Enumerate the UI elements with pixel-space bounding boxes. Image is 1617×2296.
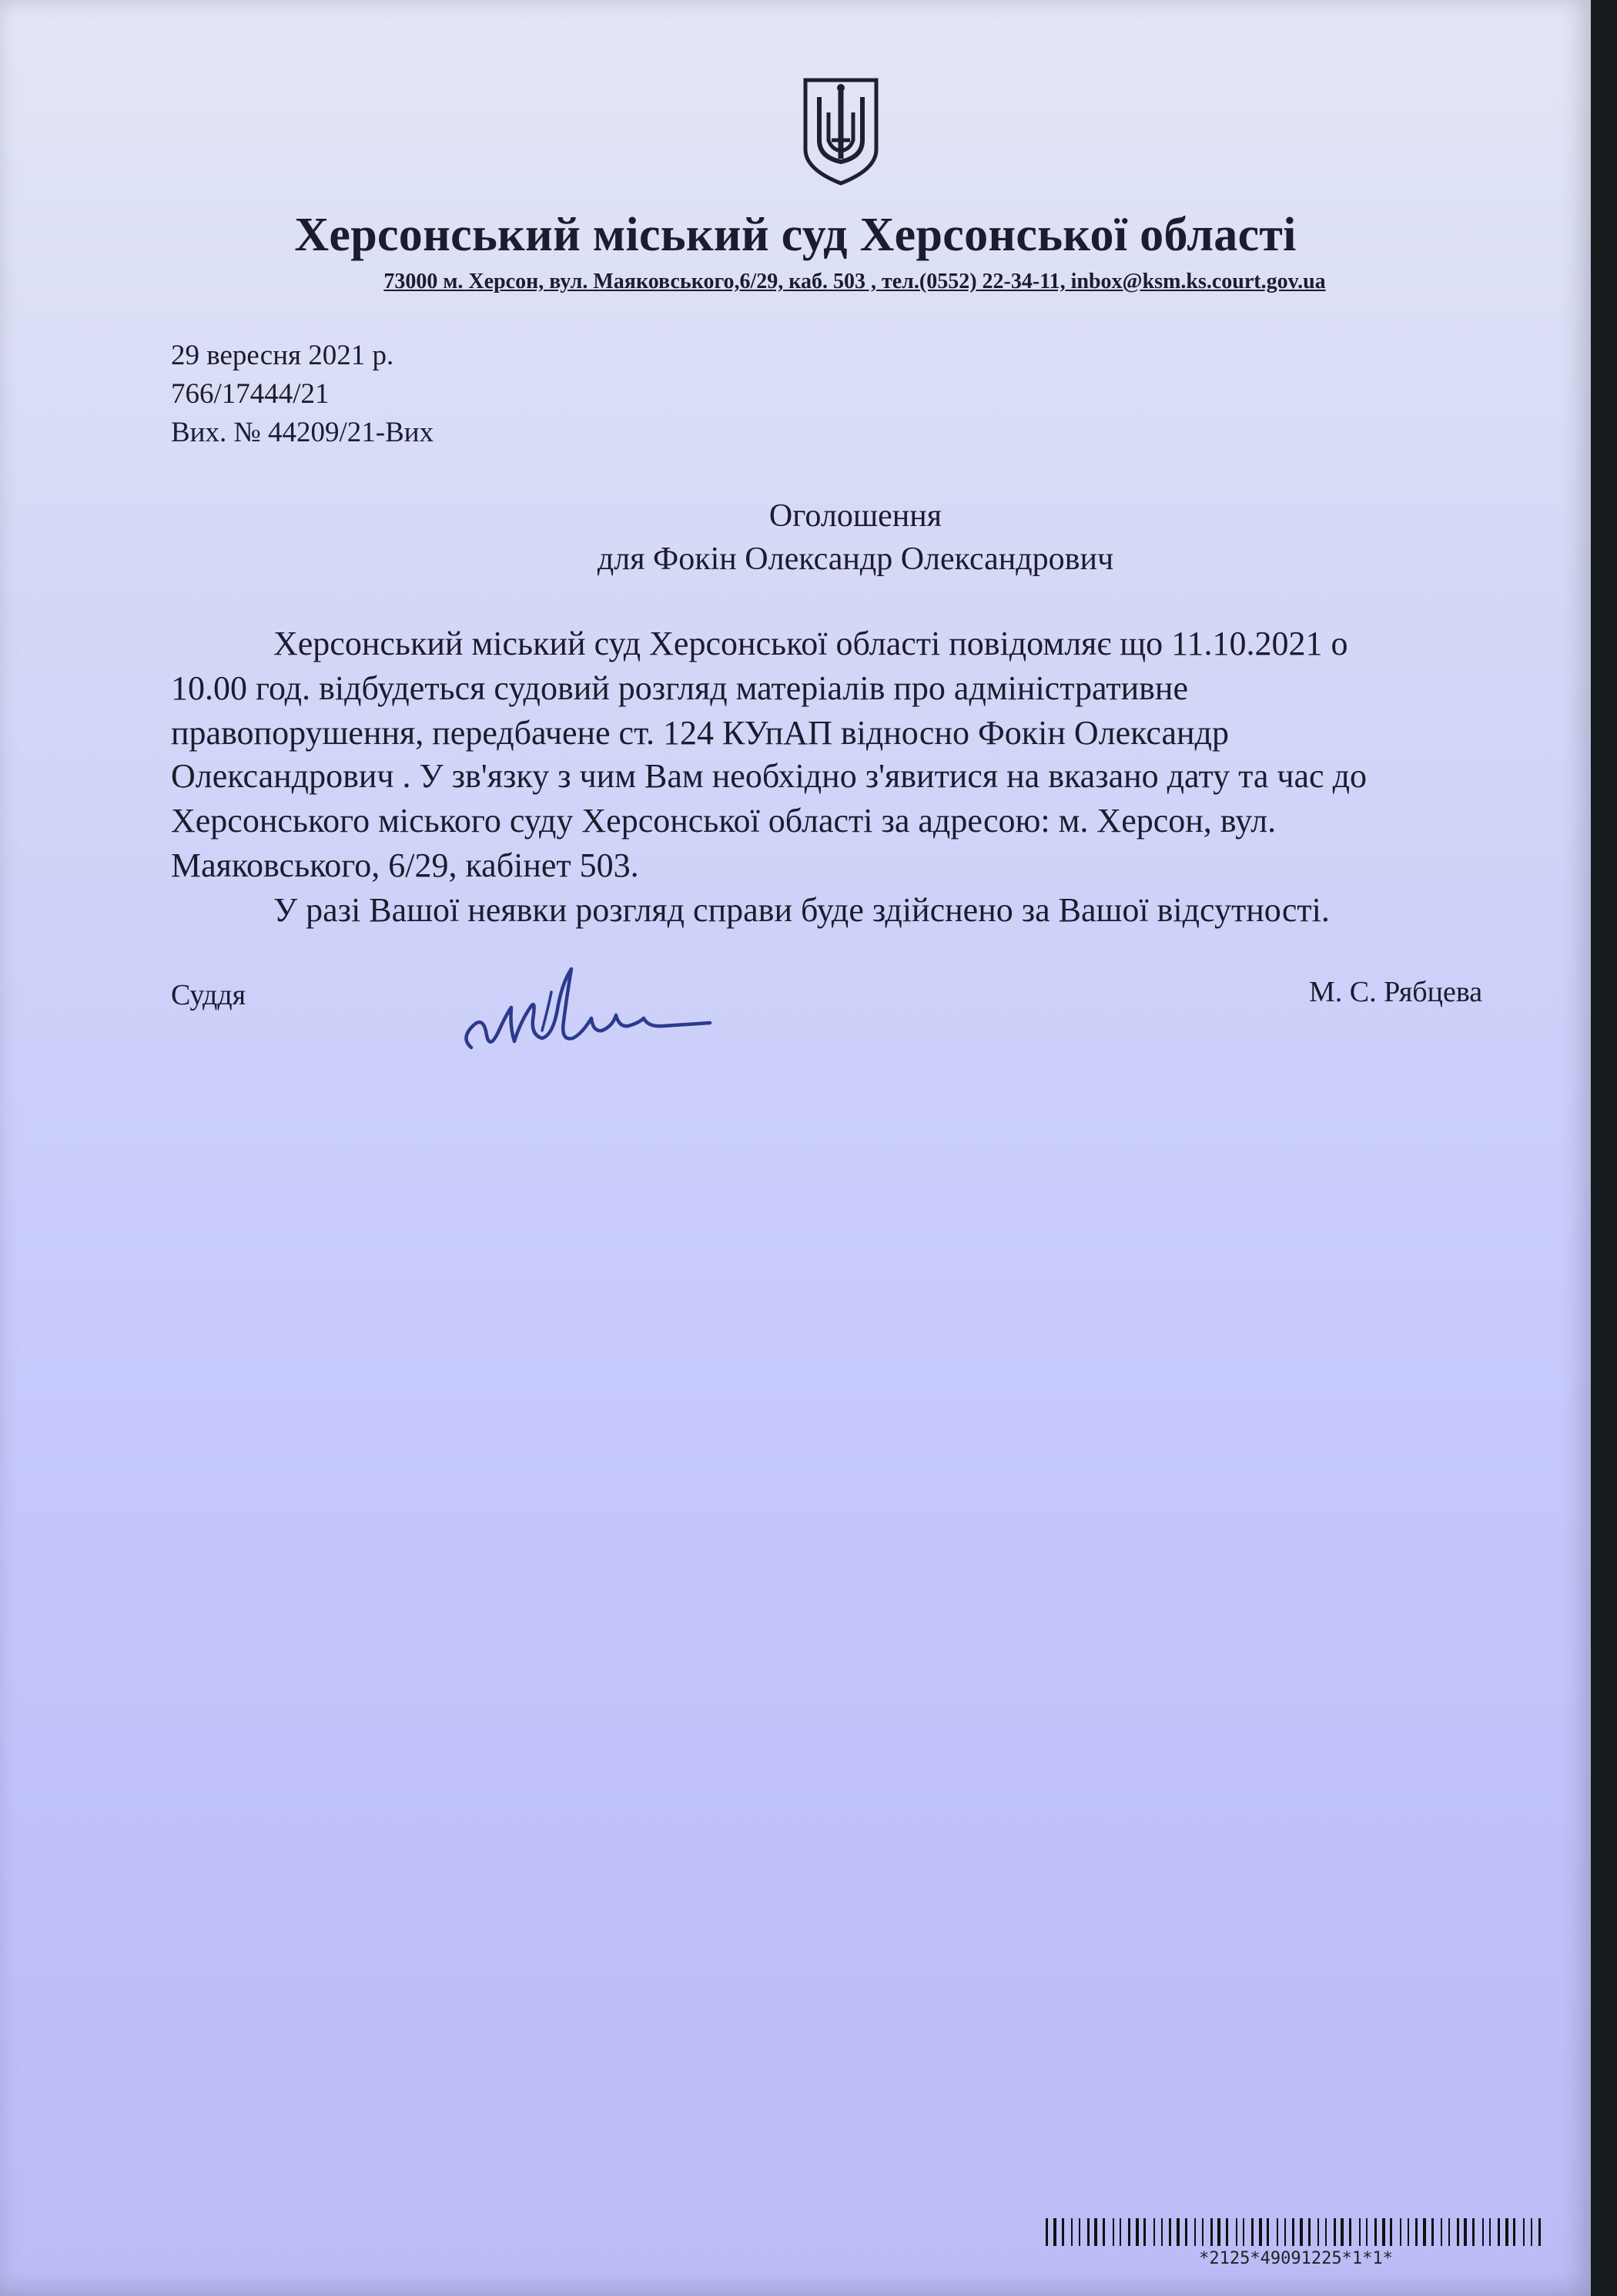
judge-role-label: Суддя: [171, 979, 246, 1011]
body-line: Олександрович . У зв'язку з чим Вам необхідно з'явитися на вказано дату та час до: [171, 757, 1367, 795]
handwritten-signature: [456, 961, 718, 1061]
barcode: [1046, 2218, 1546, 2246]
body-line: Херсонського міського суду Херсонської області за адресою: м. Херсон, вул.: [171, 802, 1277, 840]
body-line: правопорушення, передбачене ст. 124 КУпАП відносно Фокін Олександр: [171, 714, 1229, 752]
announcement-title: Оголошення: [768, 498, 942, 534]
barcode-caption: *2125*49091225*1*1*: [1199, 2249, 1393, 2268]
outgoing-number: Вих. № 44209/21-Вих: [171, 417, 434, 448]
body-line: 10.00 год. відбудеться судовий розгляд матеріалів про адміністративне: [171, 669, 1188, 707]
court-address-line: 73000 м. Херсон, вул. Маяковського,6/29, каб. 503 , тел.(0552) 22-34-11, inbox@ksm.ks.court.gov.ua: [383, 270, 1326, 293]
court-name-heading: Херсонський міський суд Херсонської області: [294, 209, 1297, 261]
document-date: 29 вересня 2021 р.: [171, 340, 394, 371]
announcement-recipient: для Фокін Олександр Олександрович: [597, 541, 1114, 577]
coat-of-arms-icon: [801, 75, 881, 186]
case-number: 766/17444/21: [171, 378, 330, 410]
body-line: Маяковського, 6/29, кабінет 503.: [171, 846, 639, 884]
body-line: У разі Вашої неявки розгляд справи буде здійснено за Вашої відсутності.: [273, 891, 1330, 929]
judge-name: М. С. Рябцева: [1309, 976, 1483, 1008]
body-line: Херсонський міський суд Херсонської області повідомляє що 11.10.2021 о: [273, 625, 1348, 662]
